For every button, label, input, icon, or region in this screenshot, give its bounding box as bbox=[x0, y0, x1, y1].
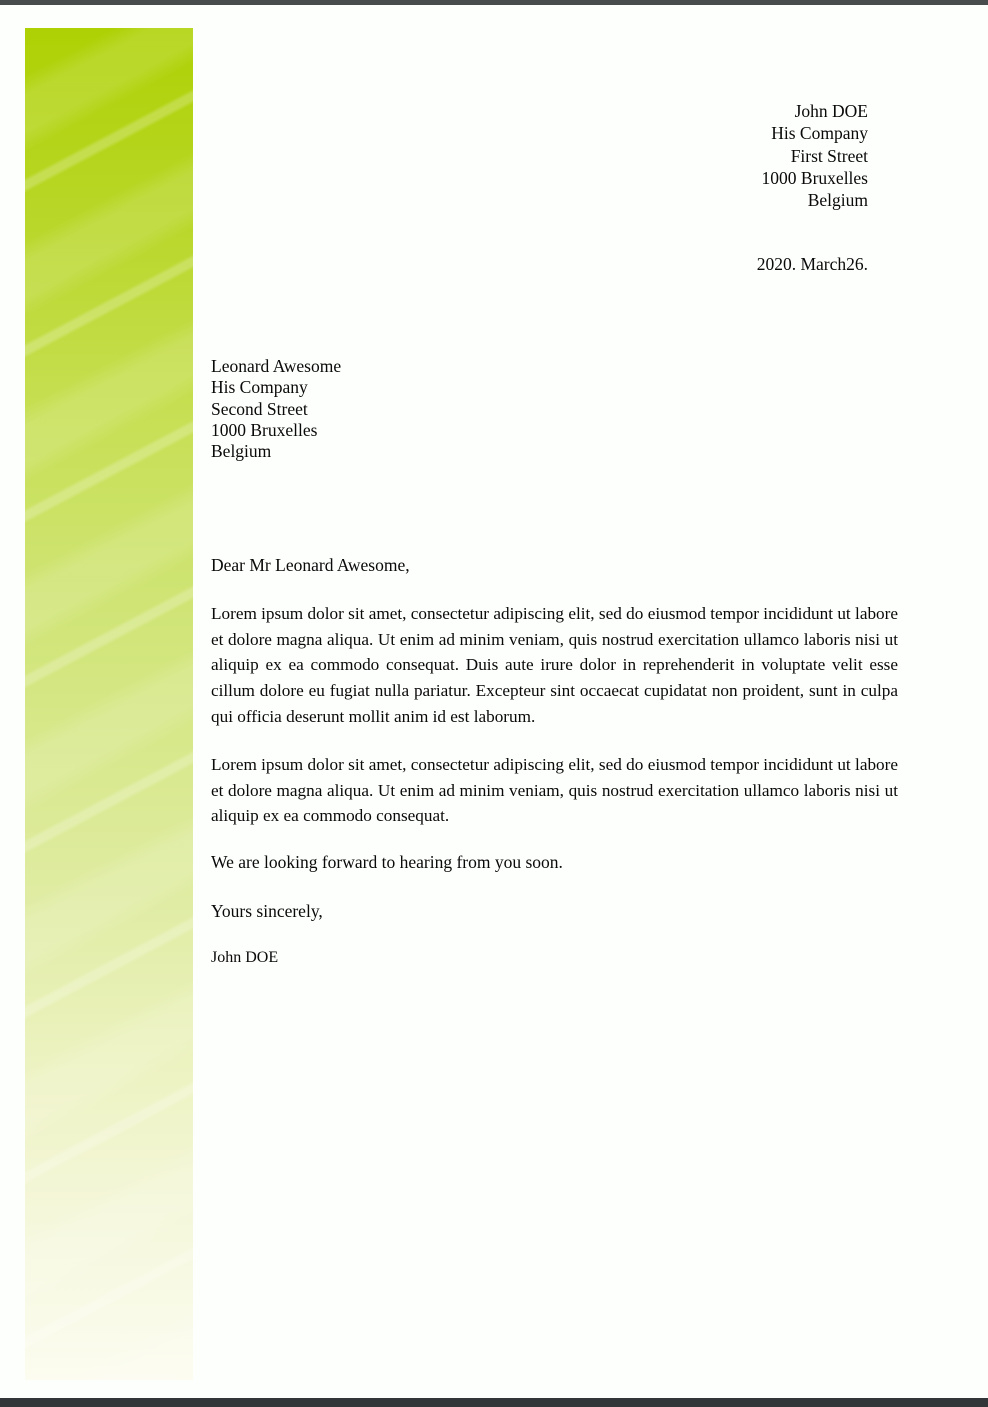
recipient-city: 1000 Bruxelles bbox=[211, 419, 318, 440]
recipient-company: His Company bbox=[211, 377, 308, 398]
signature-name: John DOE bbox=[211, 949, 279, 966]
accent-gradient-bar bbox=[25, 28, 193, 1380]
recipient-address-block bbox=[211, 356, 341, 462]
valediction: Yours sincerely, bbox=[211, 901, 323, 921]
sender-street: First Street bbox=[790, 145, 868, 166]
sender-name: John DOE bbox=[794, 101, 868, 121]
recipient-country: Belgium bbox=[211, 441, 272, 462]
viewer-bottom-edge bbox=[0, 1398, 988, 1407]
recipient-street: Second Street bbox=[211, 398, 308, 419]
sender-city: 1000 Bruxelles bbox=[761, 167, 868, 188]
salutation: Dear Mr Leonard Awesome, bbox=[211, 555, 410, 575]
sender-address-block bbox=[762, 100, 868, 211]
letter-date: 2020. March26. bbox=[756, 254, 868, 274]
body-paragraph-2: Lorem ipsum dolor sit amet, consectetur adipiscing elit, sed do eiusmod tempor incididunt ut labore et dolore magna aliqua. Ut enim ad minim veniam, quis nostrud exercitation ullamco laboris nisi ut aliquip ex ea commodo consequat. bbox=[211, 755, 898, 826]
closing-line: We are looking forward to hearing from you soon. bbox=[211, 852, 563, 872]
viewer-top-edge bbox=[0, 0, 988, 5]
sender-country: Belgium bbox=[807, 190, 868, 211]
body-paragraph-1: Lorem ipsum dolor sit amet, consectetur adipiscing elit, sed do eiusmod tempor incididunt ut labore et dolore magna aliqua. Ut enim ad minim veniam, quis nostrud exercitation ullamco laboris nisi ut aliquip ex ea commodo consequat. Duis aute irure dolor in reprehenderit in voluptate velit esse cillum dolore eu fugiat nulla pariatur. Excepteur sint occaecat cupidatat non proident, sunt in culpa qui officia deserunt mollit anim id est laborum. bbox=[211, 604, 898, 726]
sender-company: His Company bbox=[771, 123, 868, 144]
recipient-name: Leonard Awesome bbox=[211, 356, 342, 376]
